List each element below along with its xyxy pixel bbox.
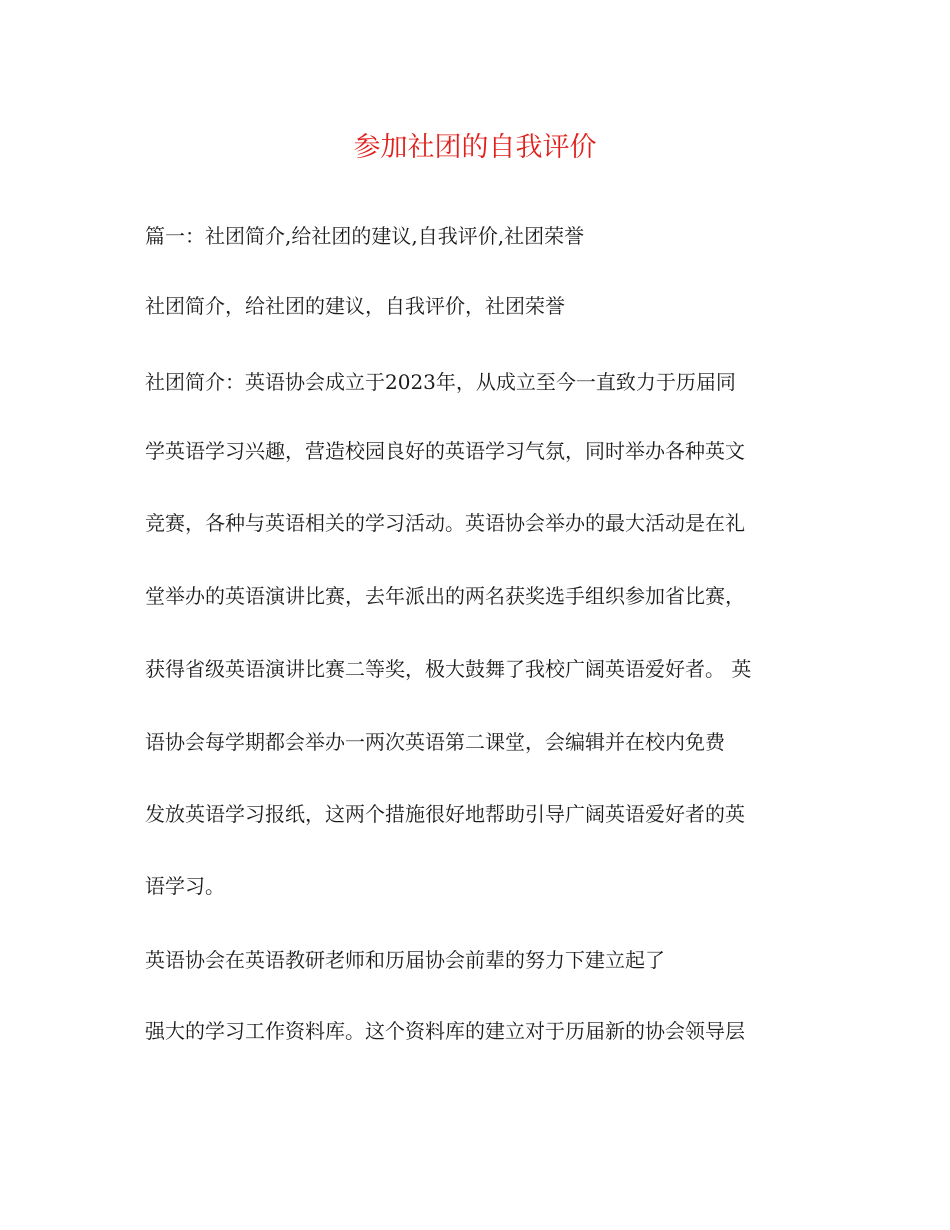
text-line: 学英语学习兴趣，营造校园良好的英语学习气氛，同时举办各种英文 (145, 439, 745, 463)
text-line: 获得省级英语演讲比赛二等奖，极大鼓舞了我校广阔英语爱好者。 英 (145, 657, 752, 681)
text-line: 英语协会在英语教研老师和历届协会前辈的努力下建立起了 (145, 948, 665, 972)
text-line: 强大的学习工作资料库。这个资料库的建立对于历届新的协会领导层 (145, 1019, 745, 1043)
page-title: 参加社团的自我评价 (353, 132, 597, 163)
text-line: 发放英语学习报纸，这两个措施很好地帮助引导广阔英语爱好者的英 (145, 802, 745, 826)
text-line: 社团简介，给社团的建议，自我评价，社团荣誉 (145, 294, 565, 318)
text-line: 堂举办的英语演讲比赛，去年派出的两名获奖选手组织参加省比赛， (145, 584, 745, 608)
text-line: 语协会每学期都会举办一两次英语第二课堂，会编辑并在校内免费 (145, 730, 725, 754)
text-line: 篇一：社团简介,给社团的建议,自我评价,社团荣誉 (145, 224, 585, 248)
text-line: 竞赛，各种与英语相关的学习活动。英语协会举办的最大活动是在礼 (145, 511, 745, 535)
text-line: 语学习。 (145, 874, 225, 898)
text-line: 社团简介：英语协会成立于2023年，从成立至今一直致力于历届同 (145, 370, 736, 394)
